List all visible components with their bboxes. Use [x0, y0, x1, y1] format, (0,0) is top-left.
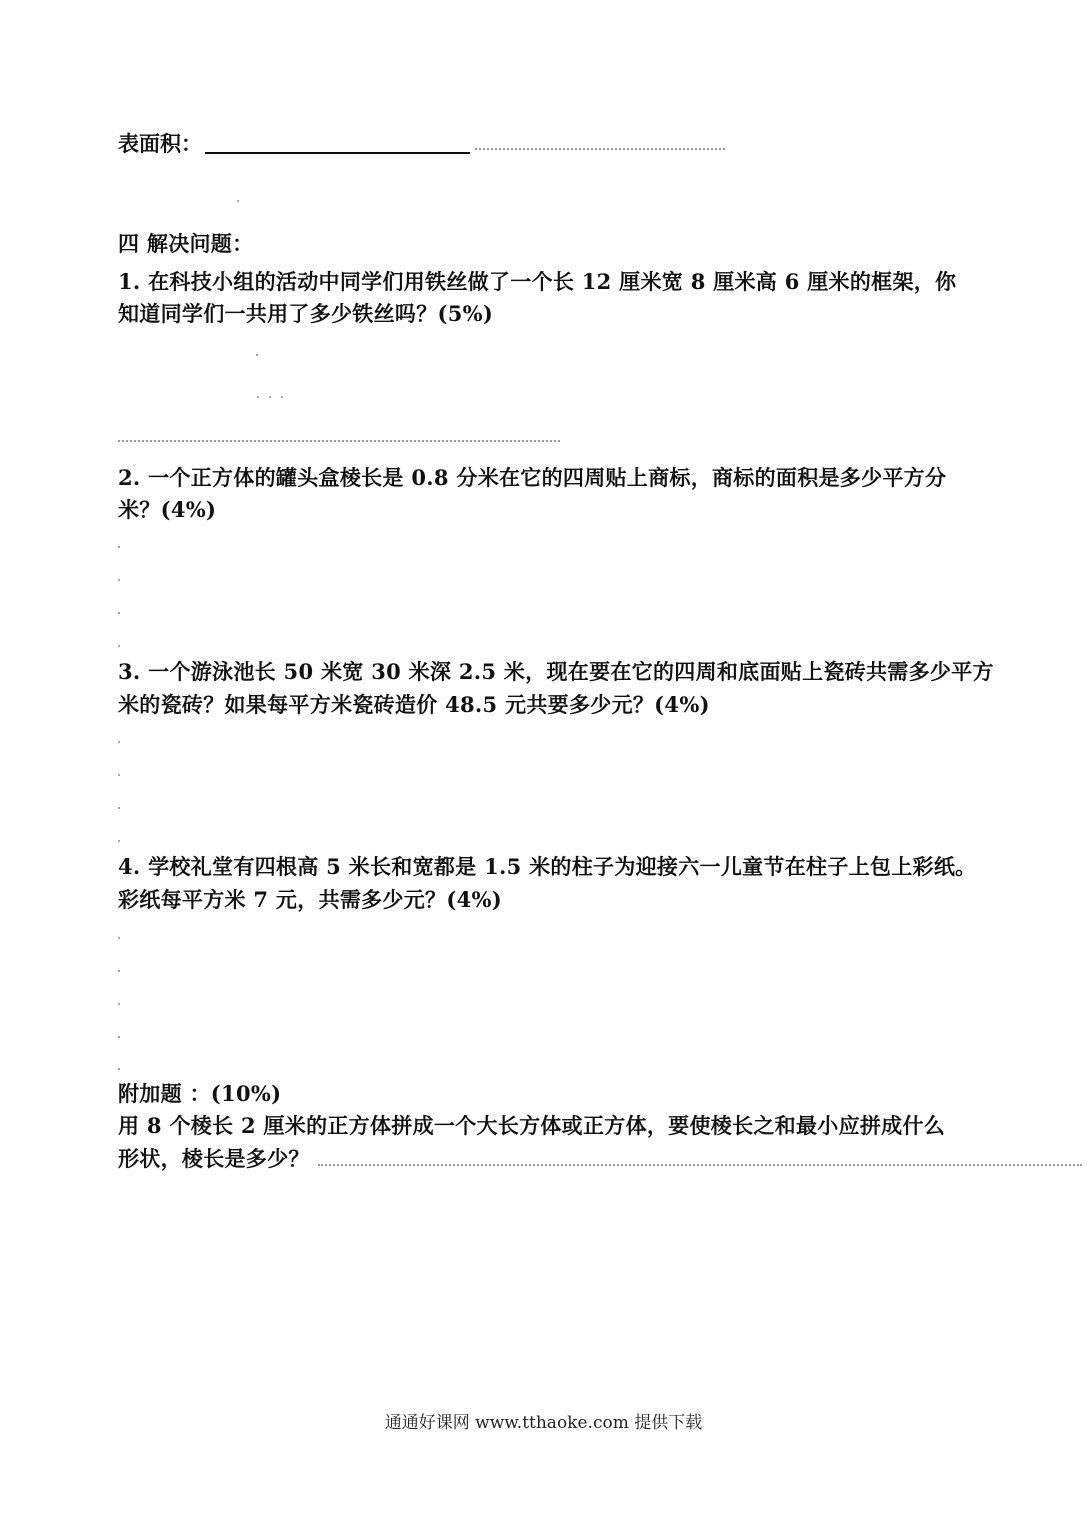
- footer-credit: 通通好课网 www.tthaoke.com 提供下载: [384, 1413, 703, 1433]
- stray-dot: [118, 937, 120, 939]
- answer-dotted-line: [318, 1164, 1082, 1166]
- problem-2-line-1: 2. 一个正方体的罐头盒棱长是 0.8 分米在它的四周贴上商标，商标的面积是多少平方分: [118, 465, 947, 490]
- stray-dot: [257, 396, 259, 398]
- stray-dot: [256, 354, 258, 356]
- bonus-title: 附加题 ：(10%): [118, 1081, 282, 1106]
- stray-dot: [118, 1003, 120, 1005]
- stray-dot: [118, 579, 120, 581]
- problem-4-line-1: 4. 学校礼堂有四根高 5 米长和宽都是 1.5 米的柱子为迎接六一儿童节在柱子上包上彩纸。: [118, 854, 977, 879]
- problem-3-line-2: 米的瓷砖？如果每平方米瓷砖造价 48.5 元共要多少元？(4%): [118, 692, 710, 717]
- stray-dot: [281, 396, 283, 398]
- stray-dot: [118, 1036, 120, 1038]
- stray-dot: [118, 1068, 120, 1070]
- stray-dot: [118, 546, 120, 548]
- surface-area-label: 表面积：: [118, 131, 202, 156]
- answer-dotted-line: [475, 148, 725, 150]
- stray-dot: [118, 840, 120, 842]
- section-title: 四 解决问题：: [118, 231, 254, 256]
- stray-dot: [269, 396, 271, 398]
- problem-1-line-1: 1. 在科技小组的活动中同学们用铁丝做了一个长 12 厘米宽 8 厘米高 6 厘米的框架，你: [118, 269, 957, 294]
- bonus-line-2: 形状，棱长是多少？: [118, 1146, 310, 1171]
- problem-2-line-2: 米？(4%): [118, 497, 217, 522]
- stray-dot: [118, 741, 120, 743]
- stray-dot: [118, 970, 120, 972]
- stray-dot: [118, 807, 120, 809]
- stray-dot: [118, 612, 120, 614]
- problem-3-line-1: 3. 一个游泳池长 50 米宽 30 米深 2.5 米，现在要在它的四周和底面贴上瓷砖共需多少平方: [118, 659, 994, 684]
- stray-dot: [118, 774, 120, 776]
- stray-dot: [118, 645, 120, 647]
- answer-underline: [205, 152, 470, 154]
- problem-4-line-2: 彩纸每平方米 7 元，共需多少元？(4%): [118, 887, 502, 912]
- bonus-line-1: 用 8 个棱长 2 厘米的正方体拼成一个大长方体或正方体，要使棱长之和最小应拼成什么: [118, 1113, 946, 1138]
- problem-1-line-2: 知道同学们一共用了多少铁丝吗？(5%): [118, 301, 494, 326]
- answer-dotted-line: [118, 440, 560, 442]
- stray-dot: [237, 200, 239, 202]
